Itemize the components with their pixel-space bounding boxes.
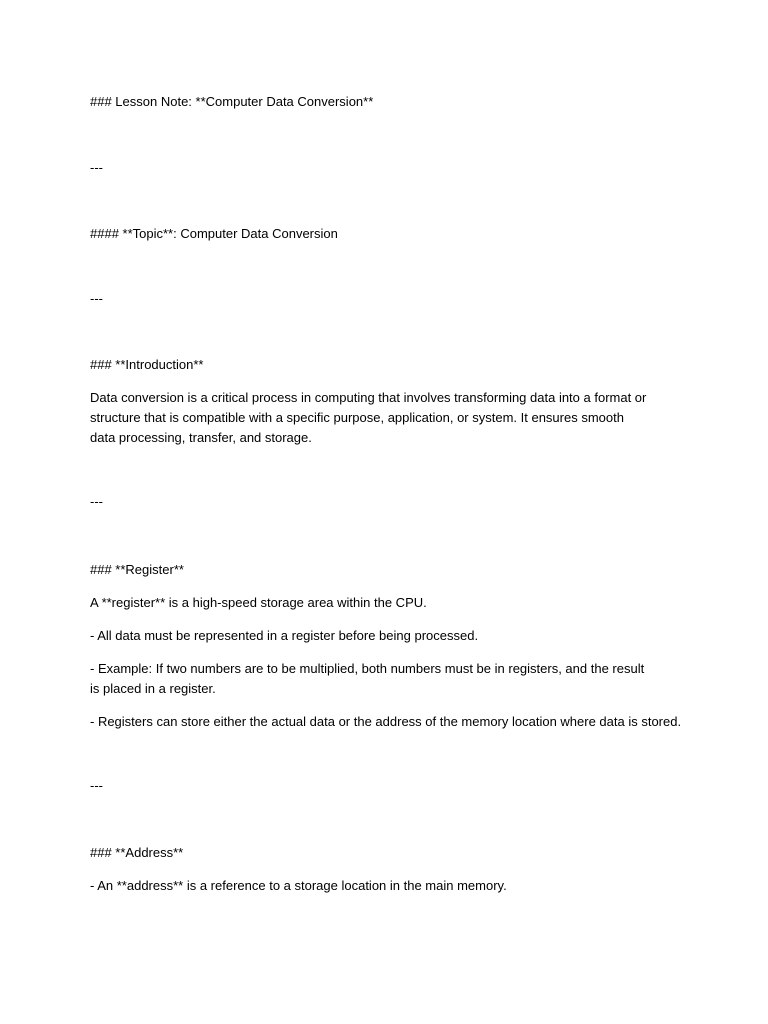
register-bullet: - Example: If two numbers are to be multiplied, both numbers must be in registers, and the result is placed in a register.	[90, 661, 645, 696]
lesson-heading: ### Lesson Note: **Computer Data Conversion**	[90, 94, 374, 109]
horizontal-rule: ---	[90, 291, 103, 306]
register-definition: A **register** is a high-speed storage area within the CPU.	[90, 595, 427, 610]
register-heading: ### **Register**	[90, 562, 184, 577]
introduction-paragraph: Data conversion is a critical process in computing that involves transforming data into a format or structure that is compatible with a specific purpose, application, or system. It ensures smooth data processing, transfer, and storage.	[90, 390, 647, 445]
register-bullet: - All data must be represented in a register before being processed.	[90, 628, 479, 643]
horizontal-rule: ---	[90, 494, 103, 509]
horizontal-rule: ---	[90, 778, 103, 793]
address-heading: ### **Address**	[90, 845, 184, 860]
topic-heading: #### **Topic**: Computer Data Conversion	[90, 226, 338, 241]
register-bullet: - Registers can store either the actual data or the address of the memory location where data is stored.	[90, 714, 682, 729]
introduction-heading: ### **Introduction**	[90, 357, 204, 372]
address-bullet: - An **address** is a reference to a storage location in the main memory.	[90, 878, 507, 893]
horizontal-rule: ---	[90, 160, 103, 175]
